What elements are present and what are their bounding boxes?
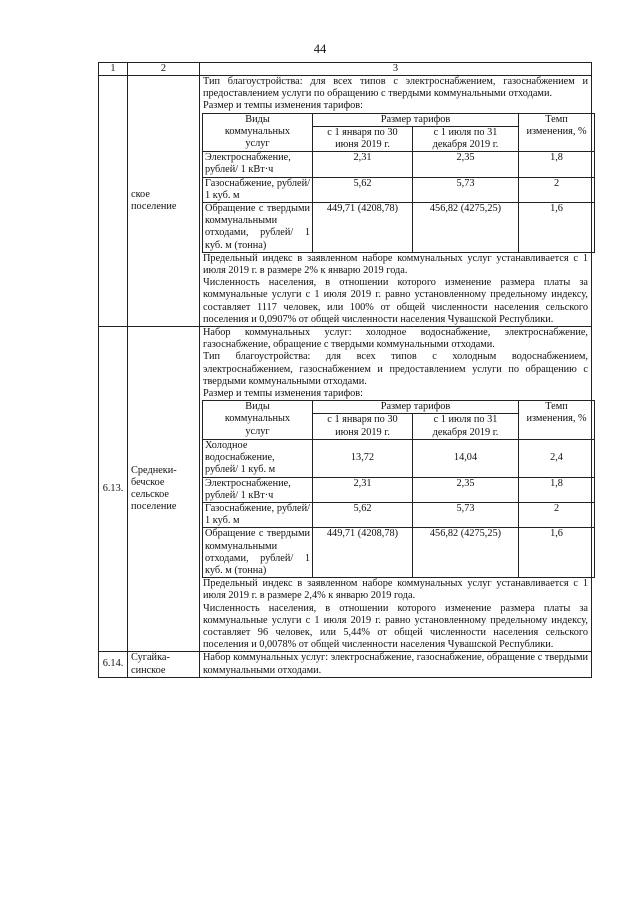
- page-number: 44: [313, 42, 327, 56]
- rate-value: 2: [519, 177, 595, 202]
- region-name: Среднеки-бечское сельское поселение: [128, 327, 200, 652]
- description-paragraph: Набор коммунальных услуг: холодное водоснабжение, электроснабжение, газоснабжение, обращение с твердыми коммунальными отходами.: [203, 327, 588, 351]
- service-name: Газоснабжение, рублей/ 1 куб. м: [203, 502, 313, 527]
- tariff-table: [202, 400, 595, 578]
- header-period-2: с 1 июля по 31 декабря 2019 г.: [413, 414, 519, 439]
- tariff-caption: Размер и темпы изменения тарифов:: [203, 388, 364, 400]
- service-name: Обращение с твердыми коммунальными отходами, рублей/ 1 куб. м (тонна): [203, 203, 313, 253]
- description-paragraph: Тип благоустройства: для всех типов с электроснабжением, газоснабжением и предоставлением услуги по обращению с твердыми коммунальными отходами.: [203, 76, 588, 100]
- tariff-value-h2: 456,82 (4275,25): [413, 528, 519, 578]
- description-paragraph: Численность населения, в отношении которого изменение размера платы за коммунальные услуги с 1 июля 2019 г. равно установленному предельному индексу, составляет 96 человек, или 5,44% от общей численности населения сельского поселения и 0,0078% от общей численности населения Чувашской Республики.: [203, 602, 588, 651]
- header-rate: Темп изменения, %: [519, 401, 595, 440]
- description-paragraph: Тип благоустройства: для всех типов с холодным водоснабжением, электроснабжением, газоснабжением и предоставлением услуги по обращению с твердыми коммунальными отходами.: [203, 351, 588, 387]
- header-tariff-size: Размер тарифов: [313, 401, 519, 414]
- description-paragraph: Предельный индекс в заявленном наборе коммунальных услуг устанавливается с 1 июля 2019 г. в размере 2,4% к январю 2019 года.: [203, 578, 588, 602]
- rate-value: 2,4: [519, 439, 595, 477]
- tariff-row: [203, 439, 595, 477]
- tariff-caption: Размер и темпы изменения тарифов:: [203, 100, 364, 112]
- service-name: Обращение с твердыми коммунальными отходами, рублей/ 1 куб. м (тонна): [203, 528, 313, 578]
- tariff-value-h1: 13,72: [313, 439, 413, 477]
- header-period-1: с 1 января по 30 июня 2019 г.: [313, 414, 413, 439]
- tariff-value-h1: 5,62: [313, 177, 413, 202]
- region-description: [200, 652, 592, 677]
- service-name: Газоснабжение, рублей/ 1 куб. м: [203, 177, 313, 202]
- rate-value: 2: [519, 502, 595, 527]
- tariff-value-h1: 5,62: [313, 502, 413, 527]
- service-name: Холодное водоснабжение, рублей/ 1 куб. м: [203, 439, 313, 477]
- header-service: Виды коммунальных услуг: [203, 401, 313, 440]
- tariff-value-h2: 5,73: [413, 502, 519, 527]
- rate-value: 1,6: [519, 203, 595, 253]
- tariff-row: [203, 152, 595, 177]
- region-description: [200, 76, 592, 327]
- rate-value: 1,8: [519, 477, 595, 502]
- tariff-value-h2: 5,73: [413, 177, 519, 202]
- region-description: [200, 327, 592, 652]
- regions-table: [98, 62, 592, 678]
- header-rate: Темп изменения, %: [519, 113, 595, 152]
- tariff-value-h2: 14,04: [413, 439, 519, 477]
- tariff-value-h1: 449,71 (4208,78): [313, 528, 413, 578]
- tariff-row: [203, 477, 595, 502]
- col-header-3: 3: [200, 63, 592, 76]
- region-name: ское поселение: [128, 76, 200, 327]
- tariff-value-h1: 2,31: [313, 152, 413, 177]
- tariff-table: [202, 113, 595, 253]
- tariff-value-h2: 2,35: [413, 477, 519, 502]
- region-number: 6.14.: [99, 652, 128, 677]
- region-number: 6.13.: [99, 327, 128, 652]
- tariff-row: [203, 177, 595, 202]
- region-row: [99, 652, 592, 677]
- tariff-header-row: [203, 401, 595, 414]
- header-period-1: с 1 января по 30 июня 2019 г.: [313, 126, 413, 151]
- tariff-value-h2: 2,35: [413, 152, 519, 177]
- region-row: [99, 327, 592, 652]
- tariff-row: [203, 502, 595, 527]
- service-name: Электроснабжение, рублей/ 1 кВт·ч: [203, 152, 313, 177]
- description-paragraph: Набор коммунальных услуг: электроснабжение, газоснабжение, обращение с твердыми коммунальными отходами.: [203, 652, 588, 676]
- col-header-2: 2: [128, 63, 200, 76]
- service-name: Электроснабжение, рублей/ 1 кВт·ч: [203, 477, 313, 502]
- tariff-value-h1: 449,71 (4208,78): [313, 203, 413, 253]
- region-row: [99, 76, 592, 327]
- region-number: [99, 76, 128, 327]
- col-header-1: 1: [99, 63, 128, 76]
- description-paragraph: Предельный индекс в заявленном наборе коммунальных услуг устанавливается с 1 июля 2019 г. в размере 2% к январю 2019 года.: [203, 252, 588, 277]
- tariff-value-h1: 2,31: [313, 477, 413, 502]
- tariff-header-row: [203, 113, 595, 126]
- rate-value: 1,6: [519, 528, 595, 578]
- rate-value: 1,8: [519, 152, 595, 177]
- tariff-row: [203, 528, 595, 578]
- description-paragraph: Численность населения, в отношении которого изменение размера платы за коммунальные услуги с 1 июля 2019 г. равно установленному предельному индексу, составляет 1117 человек, или 100% от общей численности населения сельского поселения и 0,0907% от общей численности населения Чувашской Республики.: [203, 277, 588, 325]
- tariff-value-h2: 456,82 (4275,25): [413, 203, 519, 253]
- header-tariff-size: Размер тарифов: [313, 113, 519, 126]
- tariff-row: [203, 203, 595, 253]
- region-name: Сугайка-синское: [128, 652, 200, 677]
- header-service: Виды коммунальных услуг: [203, 113, 313, 152]
- column-number-row: [99, 63, 592, 76]
- header-period-2: с 1 июля по 31 декабря 2019 г.: [413, 126, 519, 151]
